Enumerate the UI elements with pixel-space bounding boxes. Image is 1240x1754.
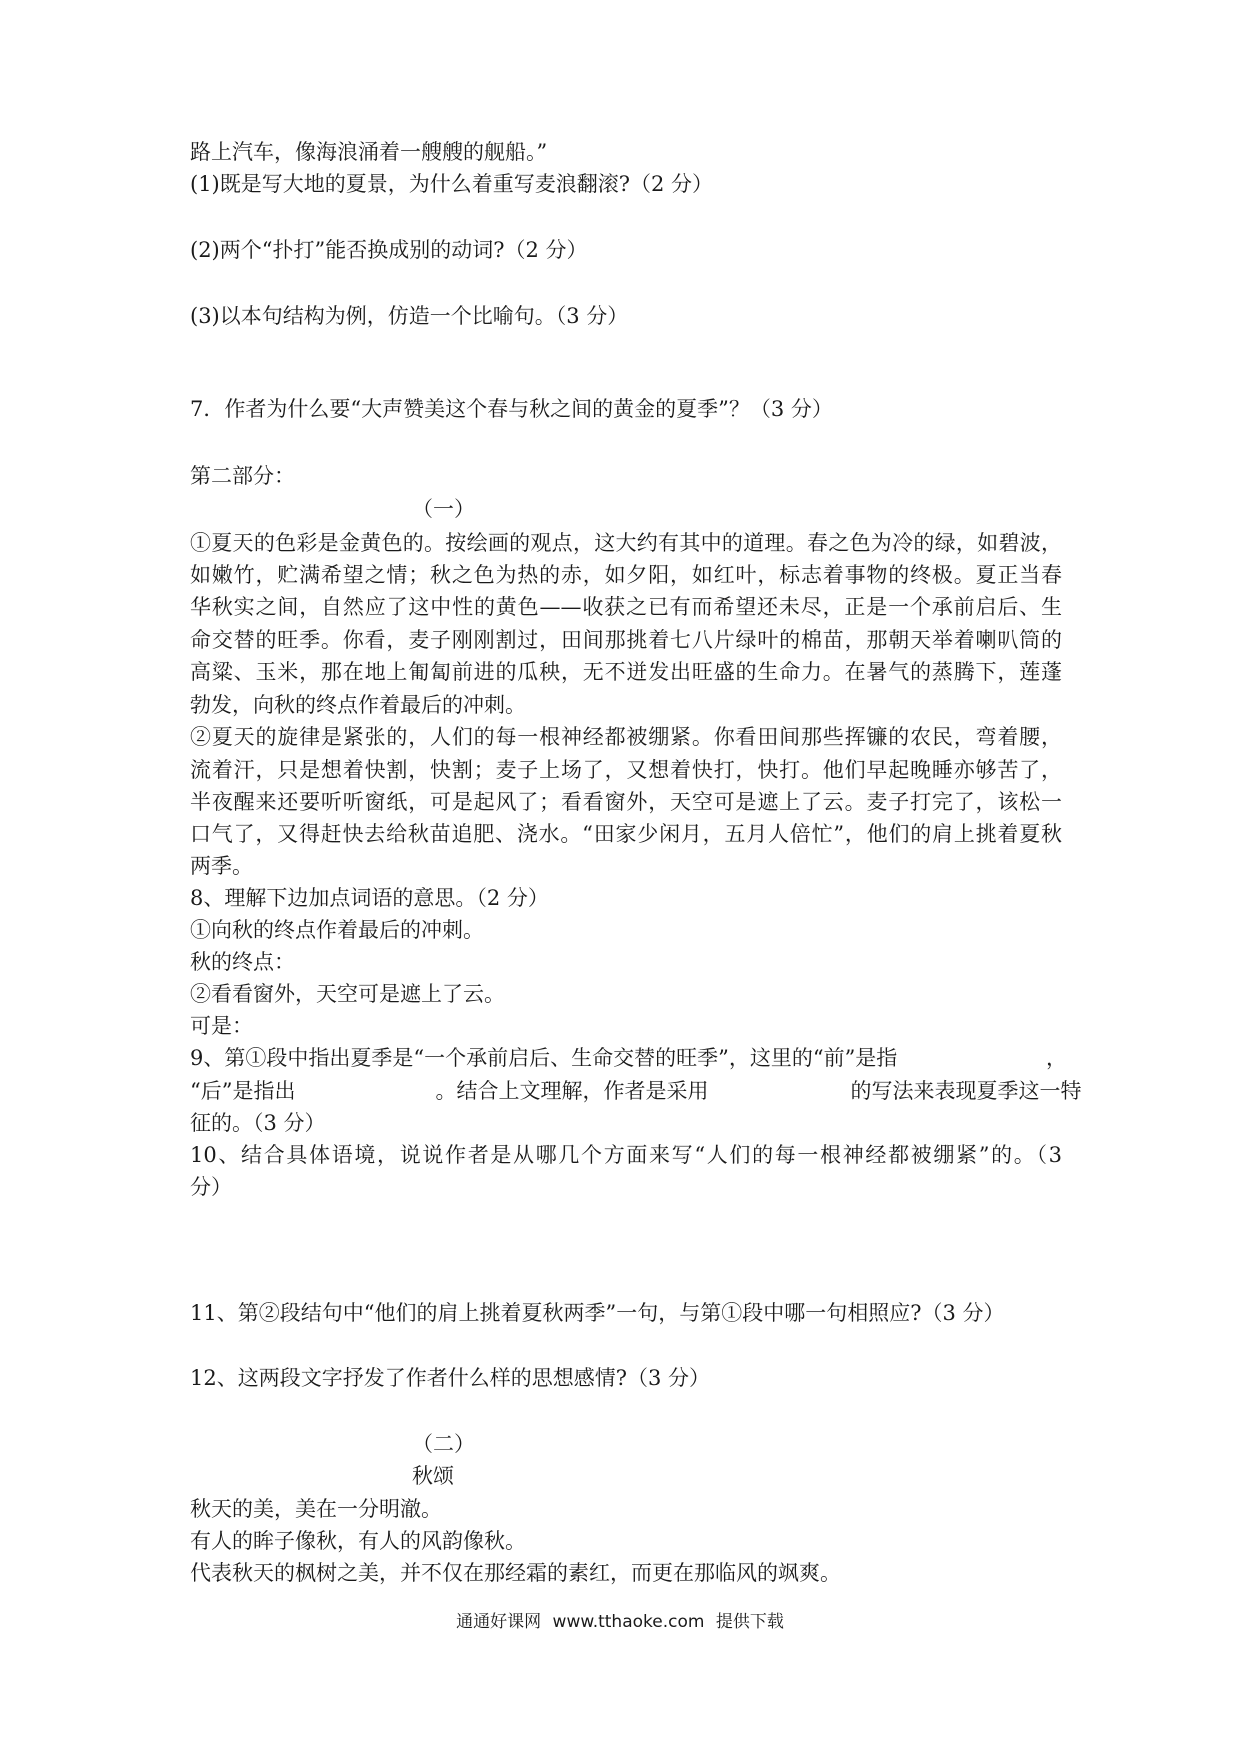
question-6-1: (1)既是写大地的夏景，为什么着重写麦浪翻滚?（2 分） (190, 172, 714, 196)
question-12: 12、这两段文字抒发了作者什么样的思想感情?（3 分） (190, 1366, 711, 1390)
section-two-heading: （二） (412, 1432, 475, 1456)
question-9-method-label: 。结合上文理解，作者是采用 (435, 1079, 709, 1103)
paragraph-2-line: 半夜醒来还要听听窗纸，可是起风了；看看窗外，天空可是遮上了云。麦子打完了，该松一 (190, 790, 1062, 814)
question-10-line-2: 分） (190, 1175, 232, 1199)
question-9-line-2 (190, 1075, 1081, 1107)
poem-line: 秋天的美，美在一分明澈。 (190, 1497, 442, 1521)
question-11: 11、第②段结句中“他们的肩上挑着夏秋两季”一句，与第①段中哪一句相照应?（3 分） (190, 1301, 1005, 1325)
paragraph-1-line: 华秋实之间，自然应了这中性的黄色——收获之已有而希望还未尽，正是一个承前启后、生 (190, 595, 1062, 619)
paragraph-1-line: ①夏天的色彩是金黄色的。按绘画的观点，这大约有其中的道理。春之色为冷的绿，如碧波， (190, 531, 1062, 555)
question-9-text: 9、第①段中指出夏季是“一个承前启后、生命交替的旺季”，这里的“前”是指 (190, 1046, 898, 1070)
question-6-2: (2)两个“扑打”能否换成别的动词?（2 分） (190, 238, 588, 262)
part-two-heading: 第二部分： (190, 464, 295, 488)
question-6-3: (3)以本句结构为例，仿造一个比喻句。（3 分） (190, 304, 629, 328)
paragraph-2-line: 流着汗，只是想着快割，快割；麦子上场了，又想着快打，快打。他们早起晚睡亦够苦了， (190, 758, 1062, 782)
footer-site-name: 通通好课网 (456, 1612, 542, 1632)
paragraph-1-line: 命交替的旺季。你看，麦子刚刚割过，田间那挑着七八片绿叶的棉苗，那朝天举着喇叭筒的 (190, 628, 1062, 652)
question-9-tail: 的写法来表现夏季这一特 (850, 1079, 1082, 1103)
paragraph-1-line: 高粱、玉米，那在地上匍匐前进的瓜秧，无不迸发出旺盛的生命力。在暑气的蒸腾下，莲蓬 (190, 660, 1062, 684)
poem-line: 有人的眸子像秋，有人的风韵像秋。 (190, 1529, 526, 1553)
section-two-title: 秋颂 (412, 1464, 454, 1488)
question-9-comma: ， (1046, 1046, 1067, 1070)
question-10-line-1: 10、结合具体语境，说说作者是从哪几个方面来写“人们的每一根神经都被绷紧”的。（3 (190, 1143, 1062, 1167)
question-7: 7．作者为什么要“大声赞美这个春与秋之间的黄金的夏季”？（3 分） (190, 397, 833, 421)
paragraph-1-line: 勃发，向秋的终点作着最后的冲刺。 (190, 693, 526, 717)
footer-suffix: 提供下载 (715, 1612, 784, 1632)
passage-line-ending: 路上汽车，像海浪涌着一艘艘的舰船。” (190, 140, 548, 164)
question-8: 8、理解下边加点词语的意思。（2 分） (190, 886, 549, 910)
poem-line: 代表秋天的枫树之美，并不仅在那经霜的素红，而更在那临风的飒爽。 (190, 1561, 841, 1585)
question-9-line-1 (190, 1042, 897, 1074)
question-8-answer-1: 秋的终点： (190, 950, 295, 974)
question-9-back-label: “后”是指出 (190, 1079, 296, 1103)
section-one-heading: （一） (412, 497, 475, 521)
paragraph-2-line: ②夏天的旋律是紧张的，人们的每一根神经都被绷紧。你看田间那些挥镰的农民，弯着腰， (190, 725, 1062, 749)
paragraph-1-line: 如嫩竹，贮满希望之情；秋之色为热的赤，如夕阳，如红叶，标志着事物的终极。夏正当春 (190, 563, 1062, 587)
paragraph-2-line: 两季。 (190, 854, 253, 878)
question-9-line-3: 征的。（3 分） (190, 1111, 326, 1135)
paragraph-2-line: 口气了，又得赶快去给秋苗追肥、浇水。“田家少闲月，五月人倍忙”，他们的肩上挑着夏秋 (190, 822, 1062, 846)
question-8-item-1: ①向秋的终点作着最后的冲刺。 (190, 918, 484, 942)
page-footer (0, 1608, 1240, 1636)
question-8-item-2: ②看看窗外，天空可是遮上了云。 (190, 982, 505, 1006)
question-8-answer-2: 可是： (190, 1014, 253, 1038)
footer-url[interactable]: www.tthaoke.com (552, 1612, 705, 1632)
